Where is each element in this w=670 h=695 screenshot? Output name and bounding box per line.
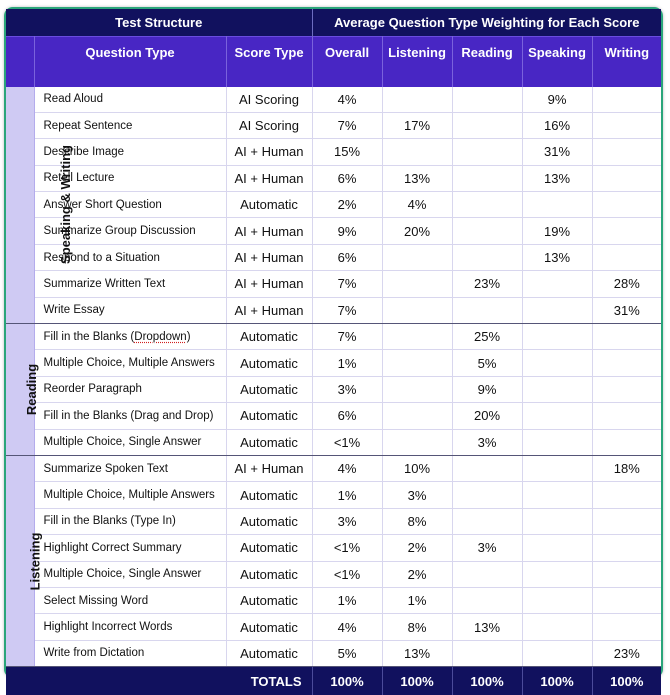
listening-cell — [382, 139, 452, 165]
speaking-cell — [522, 640, 592, 666]
reading-cell — [452, 640, 522, 666]
table-row — [6, 139, 661, 165]
test-structure-heading: Test Structure — [6, 9, 312, 37]
listening-cell: 20% — [382, 218, 452, 244]
question-type-cell: Describe Image — [34, 139, 226, 165]
overall-cell: <1% — [312, 535, 382, 561]
question-type-cell: Summarize Spoken Text — [34, 455, 226, 481]
writing-cell — [592, 324, 661, 350]
question-type-cell: Answer Short Question — [34, 192, 226, 218]
writing-cell: 18% — [592, 455, 661, 481]
listening-cell: 3% — [382, 482, 452, 508]
speaking-cell — [522, 350, 592, 376]
table-row — [6, 297, 661, 323]
reading-cell — [452, 244, 522, 270]
reading-cell — [452, 192, 522, 218]
overall-cell: 2% — [312, 192, 382, 218]
writing-cell — [592, 112, 661, 138]
score-type-cell: AI + Human — [226, 297, 312, 323]
listening-cell: 8% — [382, 508, 452, 534]
writing-header: Writing — [592, 37, 661, 87]
reading-cell: 9% — [452, 376, 522, 402]
overall-cell: 3% — [312, 376, 382, 402]
speaking-cell — [522, 508, 592, 534]
speaking-cell: 13% — [522, 244, 592, 270]
speaking-cell — [522, 403, 592, 429]
weighting-table — [6, 9, 661, 695]
table-row — [6, 376, 661, 402]
reading-cell: 3% — [452, 429, 522, 455]
writing-cell — [592, 429, 661, 455]
listening-cell — [382, 297, 452, 323]
overall-cell: 1% — [312, 350, 382, 376]
score-type-cell: Automatic — [226, 640, 312, 666]
table-row — [6, 482, 661, 508]
score-type-cell: AI + Human — [226, 455, 312, 481]
writing-cell — [592, 535, 661, 561]
section-column-header — [6, 37, 34, 87]
score-type-cell: AI Scoring — [226, 112, 312, 138]
question-type-cell: Read Aloud — [34, 87, 226, 113]
listening-cell: 2% — [382, 535, 452, 561]
totals-label: TOTALS — [6, 667, 312, 695]
score-type-cell: AI + Human — [226, 271, 312, 297]
table-row — [6, 218, 661, 244]
writing-cell — [592, 87, 661, 113]
listening-cell: 2% — [382, 561, 452, 587]
overall-cell: <1% — [312, 429, 382, 455]
writing-cell: 28% — [592, 271, 661, 297]
table-row — [6, 165, 661, 191]
overall-cell: 4% — [312, 614, 382, 640]
question-type-cell: Fill in the Blanks (Drag and Drop) — [34, 403, 226, 429]
speaking-cell — [522, 324, 592, 350]
speaking-cell: 19% — [522, 218, 592, 244]
writing-cell — [592, 508, 661, 534]
section-label-text: Speaking & Writing — [57, 145, 73, 265]
listening-cell — [382, 271, 452, 297]
speaking-cell — [522, 297, 592, 323]
reading-cell — [452, 112, 522, 138]
reading-cell: 23% — [452, 271, 522, 297]
listening-cell — [382, 350, 452, 376]
totals-writing: 100% — [592, 667, 661, 695]
section-label-listening — [6, 455, 43, 666]
question-type-cell: Summarize Written Text — [34, 271, 226, 297]
section-label-reading — [6, 324, 40, 456]
question-type-cell: Fill in the Blanks (Dropdown) — [34, 324, 226, 350]
table-row — [6, 244, 661, 270]
table-row — [6, 112, 661, 138]
reading-cell — [452, 587, 522, 613]
score-type-cell: AI + Human — [226, 165, 312, 191]
speaking-cell: 31% — [522, 139, 592, 165]
speaking-cell — [522, 376, 592, 402]
table-row — [6, 640, 661, 666]
listening-cell: 13% — [382, 640, 452, 666]
speaking-cell: 13% — [522, 165, 592, 191]
question-type-cell: Multiple Choice, Multiple Answers — [34, 482, 226, 508]
overall-header: Overall — [312, 37, 382, 87]
writing-cell — [592, 587, 661, 613]
overall-cell: 3% — [312, 508, 382, 534]
table-row — [6, 429, 661, 455]
writing-cell: 31% — [592, 297, 661, 323]
reading-cell — [452, 297, 522, 323]
listening-header: Listening — [382, 37, 452, 87]
listening-cell: 10% — [382, 455, 452, 481]
score-type-cell: Automatic — [226, 587, 312, 613]
listening-cell — [382, 244, 452, 270]
question-type-cell: Write from Dictation — [34, 640, 226, 666]
reading-cell — [452, 87, 522, 113]
overall-cell: <1% — [312, 561, 382, 587]
listening-cell — [382, 324, 452, 350]
table-row — [6, 350, 661, 376]
reading-cell — [452, 482, 522, 508]
overall-cell: 4% — [312, 455, 382, 481]
table-row — [6, 561, 661, 587]
question-type-cell: Multiple Choice, Multiple Answers — [34, 350, 226, 376]
speaking-cell: 16% — [522, 112, 592, 138]
speaking-cell: 9% — [522, 87, 592, 113]
weighting-table-frame — [4, 7, 663, 689]
reading-cell — [452, 508, 522, 534]
question-type-cell: Fill in the Blanks (Type In) — [34, 508, 226, 534]
reading-cell — [452, 165, 522, 191]
overall-cell: 4% — [312, 87, 382, 113]
reading-cell: 5% — [452, 350, 522, 376]
question-type-cell: Retell Lecture — [34, 165, 226, 191]
score-type-cell: Automatic — [226, 535, 312, 561]
writing-cell — [592, 350, 661, 376]
question-type-cell: Summarize Group Discussion — [34, 218, 226, 244]
writing-cell — [592, 165, 661, 191]
question-type-cell: Multiple Choice, Single Answer — [34, 561, 226, 587]
speaking-cell — [522, 429, 592, 455]
writing-cell — [592, 403, 661, 429]
reading-cell: 25% — [452, 324, 522, 350]
score-type-cell: Automatic — [226, 614, 312, 640]
reading-cell: 20% — [452, 403, 522, 429]
speaking-cell — [522, 561, 592, 587]
question-type-cell: Highlight Correct Summary — [34, 535, 226, 561]
totals-reading: 100% — [452, 667, 522, 695]
speaking-header: Speaking — [522, 37, 592, 87]
reading-cell — [452, 218, 522, 244]
reading-cell: 3% — [452, 535, 522, 561]
totals-overall: 100% — [312, 667, 382, 695]
listening-cell — [382, 376, 452, 402]
speaking-cell — [522, 271, 592, 297]
score-type-cell: Automatic — [226, 508, 312, 534]
table-row — [6, 535, 661, 561]
totals-speaking: 100% — [522, 667, 592, 695]
section-label-text: Listening — [27, 532, 43, 590]
reading-cell — [452, 139, 522, 165]
speaking-cell — [522, 482, 592, 508]
writing-cell — [592, 192, 661, 218]
question-type-cell: Multiple Choice, Single Answer — [34, 429, 226, 455]
score-type-header: Score Type — [226, 37, 312, 87]
table-row — [6, 587, 661, 613]
overall-cell: 7% — [312, 271, 382, 297]
writing-cell — [592, 376, 661, 402]
reading-cell — [452, 455, 522, 481]
score-type-cell: Automatic — [226, 192, 312, 218]
speaking-cell — [522, 455, 592, 481]
writing-cell — [592, 482, 661, 508]
score-type-cell: Automatic — [226, 403, 312, 429]
table-row — [6, 324, 661, 350]
question-type-cell: Select Missing Word — [34, 587, 226, 613]
overall-cell: 5% — [312, 640, 382, 666]
listening-cell: 13% — [382, 165, 452, 191]
speaking-cell — [522, 587, 592, 613]
score-type-cell: AI + Human — [226, 218, 312, 244]
table-row — [6, 87, 661, 113]
writing-cell — [592, 561, 661, 587]
score-type-cell: Automatic — [226, 376, 312, 402]
score-type-cell: Automatic — [226, 350, 312, 376]
reading-cell: 13% — [452, 614, 522, 640]
table-row — [6, 508, 661, 534]
overall-cell: 6% — [312, 165, 382, 191]
writing-cell — [592, 614, 661, 640]
writing-cell — [592, 218, 661, 244]
reading-cell — [452, 561, 522, 587]
listening-cell: 8% — [382, 614, 452, 640]
table-row — [6, 192, 661, 218]
listening-cell: 1% — [382, 587, 452, 613]
table-row — [6, 455, 661, 481]
overall-cell: 9% — [312, 218, 382, 244]
overall-cell: 6% — [312, 403, 382, 429]
listening-cell — [382, 87, 452, 113]
question-type-header: Question Type — [34, 37, 226, 87]
table-row — [6, 271, 661, 297]
score-type-cell: AI + Human — [226, 244, 312, 270]
question-type-cell: Write Essay — [34, 297, 226, 323]
table-row — [6, 614, 661, 640]
score-type-cell: Automatic — [226, 482, 312, 508]
writing-cell — [592, 244, 661, 270]
reading-header: Reading — [452, 37, 522, 87]
listening-cell: 4% — [382, 192, 452, 218]
writing-cell — [592, 139, 661, 165]
listening-cell: 17% — [382, 112, 452, 138]
score-type-cell: Automatic — [226, 324, 312, 350]
score-type-cell: Automatic — [226, 561, 312, 587]
writing-cell: 23% — [592, 640, 661, 666]
overall-cell: 7% — [312, 297, 382, 323]
speaking-cell — [522, 535, 592, 561]
section-label-text: Reading — [24, 363, 40, 416]
overall-cell: 15% — [312, 139, 382, 165]
totals-row — [6, 667, 661, 695]
overall-cell: 6% — [312, 244, 382, 270]
question-type-cell: Repeat Sentence — [34, 112, 226, 138]
overall-cell: 1% — [312, 482, 382, 508]
overall-cell: 7% — [312, 112, 382, 138]
speaking-cell — [522, 192, 592, 218]
listening-cell — [382, 429, 452, 455]
table-row — [6, 403, 661, 429]
totals-listening: 100% — [382, 667, 452, 695]
listening-cell — [382, 403, 452, 429]
question-type-cell: Reorder Paragraph — [34, 376, 226, 402]
question-type-cell: Highlight Incorrect Words — [34, 614, 226, 640]
question-type-cell: Respond to a Situation — [34, 244, 226, 270]
score-type-cell: AI Scoring — [226, 87, 312, 113]
overall-cell: 1% — [312, 587, 382, 613]
weighting-heading: Average Question Type Weighting for Each Score — [312, 9, 661, 37]
speaking-cell — [522, 614, 592, 640]
overall-cell: 7% — [312, 324, 382, 350]
score-type-cell: Automatic — [226, 429, 312, 455]
score-type-cell: AI + Human — [226, 139, 312, 165]
